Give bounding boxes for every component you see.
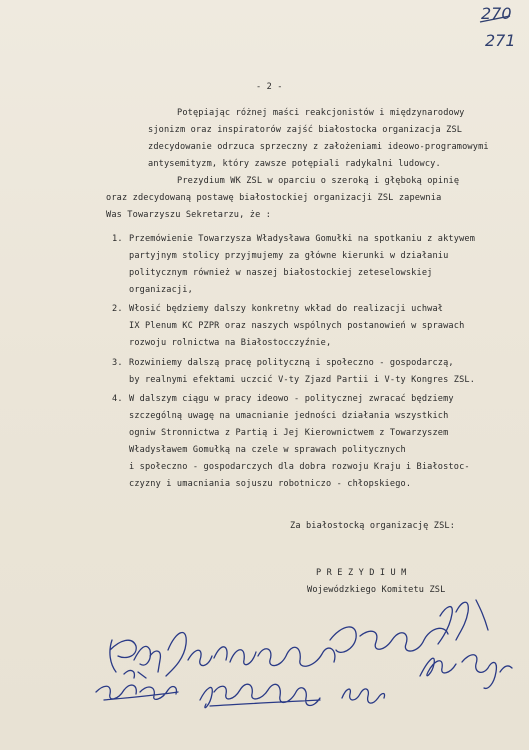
signature-6	[200, 684, 320, 707]
point-line: politycznym również w naszej białostockiej zeteselowskiej	[129, 268, 433, 278]
point-number: 4.	[112, 394, 123, 404]
signature-8	[124, 671, 146, 678]
point-line: czyzny i umacniania sojuszu robotniczo - chłopskiego.	[129, 479, 412, 489]
paragraph-line: oraz zdecydowaną postawę białostockiej organizacji ZSL zapewnia	[106, 193, 442, 203]
signature-5	[96, 685, 178, 700]
point-line: Rozwiniemy dalszą pracę polityczną i społeczno - gospodarczą,	[129, 358, 454, 368]
point-line: by realnymi efektami uczcić V-ty Zjazd Partii i V-ty Kongres ZSL.	[129, 375, 476, 385]
signature-1	[110, 640, 160, 672]
point-line: partyjnym stolicy przyjmujemy za główne kierunki w działaniu	[129, 251, 449, 261]
point-line: Włosić będziemy dalszy konkretny wkład do realizacji uchwał	[129, 304, 444, 314]
point-line: i społeczno - gospodarczych dla dobra rozwoju Kraju i Białostoc-	[129, 462, 470, 472]
signature-3	[330, 600, 488, 652]
paragraph-line: Potępiając różnej maści reakcjonistów i międzynarodowy	[177, 108, 465, 118]
page-number: - 2 -	[256, 82, 283, 92]
point-line: IX Plenum KC PZPR oraz naszych wspólnych postanowień w sprawach	[129, 321, 465, 331]
paragraph-line: zdecydowanie odrzuca sprzeczny z założeniami ideowo-programowymi	[148, 142, 489, 152]
presidium-subtitle: Wojewódzkiego Komitetu ZSL	[307, 585, 446, 595]
paragraph-line: Prezydium WK ZSL w oparciu o szeroką i głęboką opinię	[177, 176, 460, 186]
point-line: szczególną uwagę na umacnianie jedności działania wszystkich	[129, 411, 449, 421]
paragraph-line: sjonizm oraz inspiratorów zajść białostocka organizacja ZSL	[148, 125, 463, 135]
point-number: 1.	[112, 234, 123, 244]
signature-4	[420, 655, 512, 689]
point-number: 3.	[112, 358, 123, 368]
point-line: rozwoju rolnictwa na Białostocczyźnie,	[129, 338, 332, 348]
presidium-title: P R E Z Y D I U M	[316, 568, 407, 578]
signature-7	[342, 689, 385, 703]
point-line: ogniw Stronnictwa z Partią i Jej Kierownictwem z Towarzyszem	[129, 428, 449, 438]
point-line: Przemówienie Towarzysza Władysława Gomułki na spotkaniu z aktywem	[129, 234, 476, 244]
point-number: 2.	[112, 304, 123, 314]
point-line: Władysławem Gomułką na czele w sprawach politycznych	[129, 445, 406, 455]
archive-number-new: 271	[485, 31, 516, 50]
signature-2	[166, 633, 335, 676]
paragraph-line: Was Towarzyszu Sekretarzu, że :	[106, 210, 272, 220]
point-line: organizacji,	[129, 285, 193, 295]
closing-line: Za białostocką organizację ZSL:	[290, 521, 456, 531]
point-line: W dalszym ciągu w pracy ideowo - politycznej zwracać będziemy	[129, 394, 454, 404]
paragraph-line: antysemityzm, który zawsze potępiali radykalni ludowcy.	[148, 159, 441, 169]
archive-number-old: 270	[481, 4, 512, 23]
